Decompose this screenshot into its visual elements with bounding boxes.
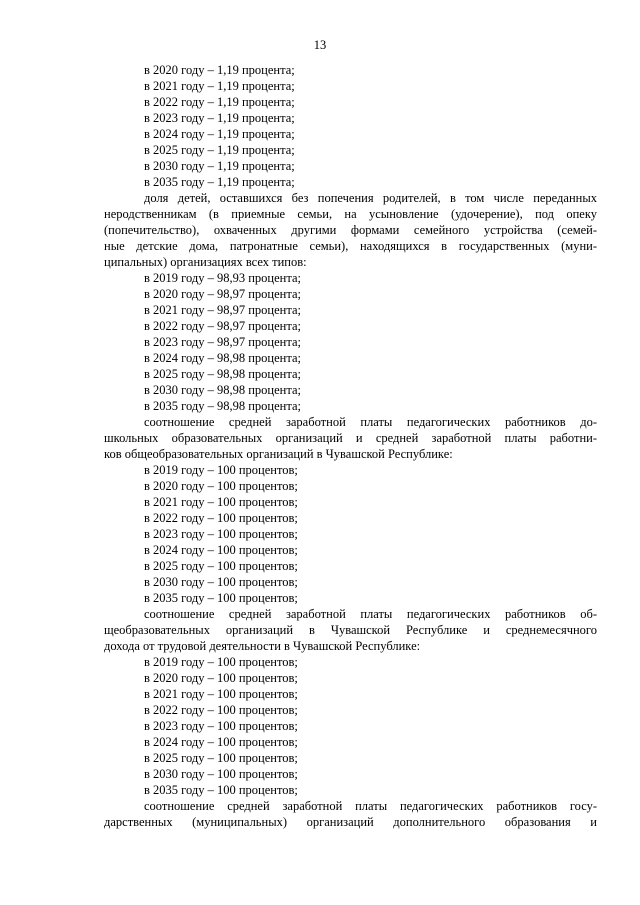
indicator-paragraph (104, 798, 597, 830)
list-item: в 2019 году – 100 процентов; (144, 463, 298, 477)
list-item: в 2021 году – 98,97 процента; (144, 303, 301, 317)
list-item: в 2025 году – 100 процентов; (144, 559, 298, 573)
list-item: в 2025 году – 1,19 процента; (144, 143, 295, 157)
paragraph-line: дарственных (муниципальных) организаций дополнительного образования и (104, 815, 597, 829)
list-item: в 2035 году – 100 процентов; (144, 783, 298, 797)
paragraph-line: ципальных) организациях всех типов: (104, 255, 307, 269)
list-item: в 2022 году – 100 процентов; (144, 511, 298, 525)
list-item: в 2023 году – 100 процентов; (144, 719, 298, 733)
year-value-list (104, 270, 597, 414)
list-item: в 2021 году – 100 процентов; (144, 495, 298, 509)
indicator-paragraph (104, 606, 597, 654)
paragraph-line: доля детей, оставшихся без попечения родителей, в том числе переданных (144, 191, 597, 205)
list-item: в 2020 году – 100 процентов; (144, 671, 298, 685)
paragraph-line: школьных образовательных организаций и средней заработной платы работни- (104, 431, 597, 445)
list-item: в 2022 году – 98,97 процента; (144, 319, 301, 333)
indicator-paragraph (104, 190, 597, 270)
paragraph-line: соотношение средней заработной платы педагогических работников госу- (144, 799, 597, 813)
paragraph-line: щеобразовательных организаций в Чувашской Республике и среднемесячного (104, 623, 597, 637)
year-value-list (104, 62, 597, 190)
list-item: в 2020 году – 98,97 процента; (144, 287, 301, 301)
list-item: в 2025 году – 100 процентов; (144, 751, 298, 765)
list-item: в 2022 году – 1,19 процента; (144, 95, 295, 109)
list-item: в 2030 году – 100 процентов; (144, 767, 298, 781)
list-item: в 2035 году – 1,19 процента; (144, 175, 295, 189)
list-item: в 2024 году – 98,98 процента; (144, 351, 301, 365)
list-item: в 2025 году – 98,98 процента; (144, 367, 301, 381)
list-item: в 2024 году – 100 процентов; (144, 735, 298, 749)
list-item: в 2019 году – 100 процентов; (144, 655, 298, 669)
page-number: 13 (313, 38, 327, 52)
list-item: в 2020 году – 100 процентов; (144, 479, 298, 493)
paragraph-line: соотношение средней заработной платы педагогических работников до- (144, 415, 597, 429)
paragraph-line: (попечительство), охваченных другими формами семейного устройства (семей- (104, 223, 597, 237)
paragraph-line: неродственникам (в приемные семьи, на усыновление (удочерение), под опеку (104, 207, 597, 221)
paragraph-line: ные детские дома, патронатные семьи), находящихся в государственных (муни- (104, 239, 597, 253)
list-item: в 2030 году – 1,19 процента; (144, 159, 295, 173)
document-body (104, 62, 597, 830)
list-item: в 2030 году – 98,98 процента; (144, 383, 301, 397)
list-item: в 2030 году – 100 процентов; (144, 575, 298, 589)
list-item: в 2024 году – 1,19 процента; (144, 127, 295, 141)
list-item: в 2022 году – 100 процентов; (144, 703, 298, 717)
list-item: в 2035 году – 100 процентов; (144, 591, 298, 605)
list-item: в 2019 году – 98,93 процента; (144, 271, 301, 285)
list-item: в 2035 году – 98,98 процента; (144, 399, 301, 413)
paragraph-line: дохода от трудовой деятельности в Чувашской Республике: (104, 639, 421, 653)
paragraph-line: соотношение средней заработной платы педагогических работников об- (144, 607, 597, 621)
list-item: в 2021 году – 100 процентов; (144, 687, 298, 701)
list-item: в 2021 году – 1,19 процента; (144, 79, 295, 93)
list-item: в 2023 году – 98,97 процента; (144, 335, 301, 349)
list-item: в 2020 году – 1,19 процента; (144, 63, 295, 77)
list-item: в 2023 году – 1,19 процента; (144, 111, 295, 125)
paragraph-line: ков общеобразовательных организаций в Чувашской Республике: (104, 447, 453, 461)
year-value-list (104, 654, 597, 798)
list-item: в 2024 году – 100 процентов; (144, 543, 298, 557)
list-item: в 2023 году – 100 процентов; (144, 527, 298, 541)
indicator-paragraph (104, 414, 597, 462)
year-value-list (104, 462, 597, 606)
